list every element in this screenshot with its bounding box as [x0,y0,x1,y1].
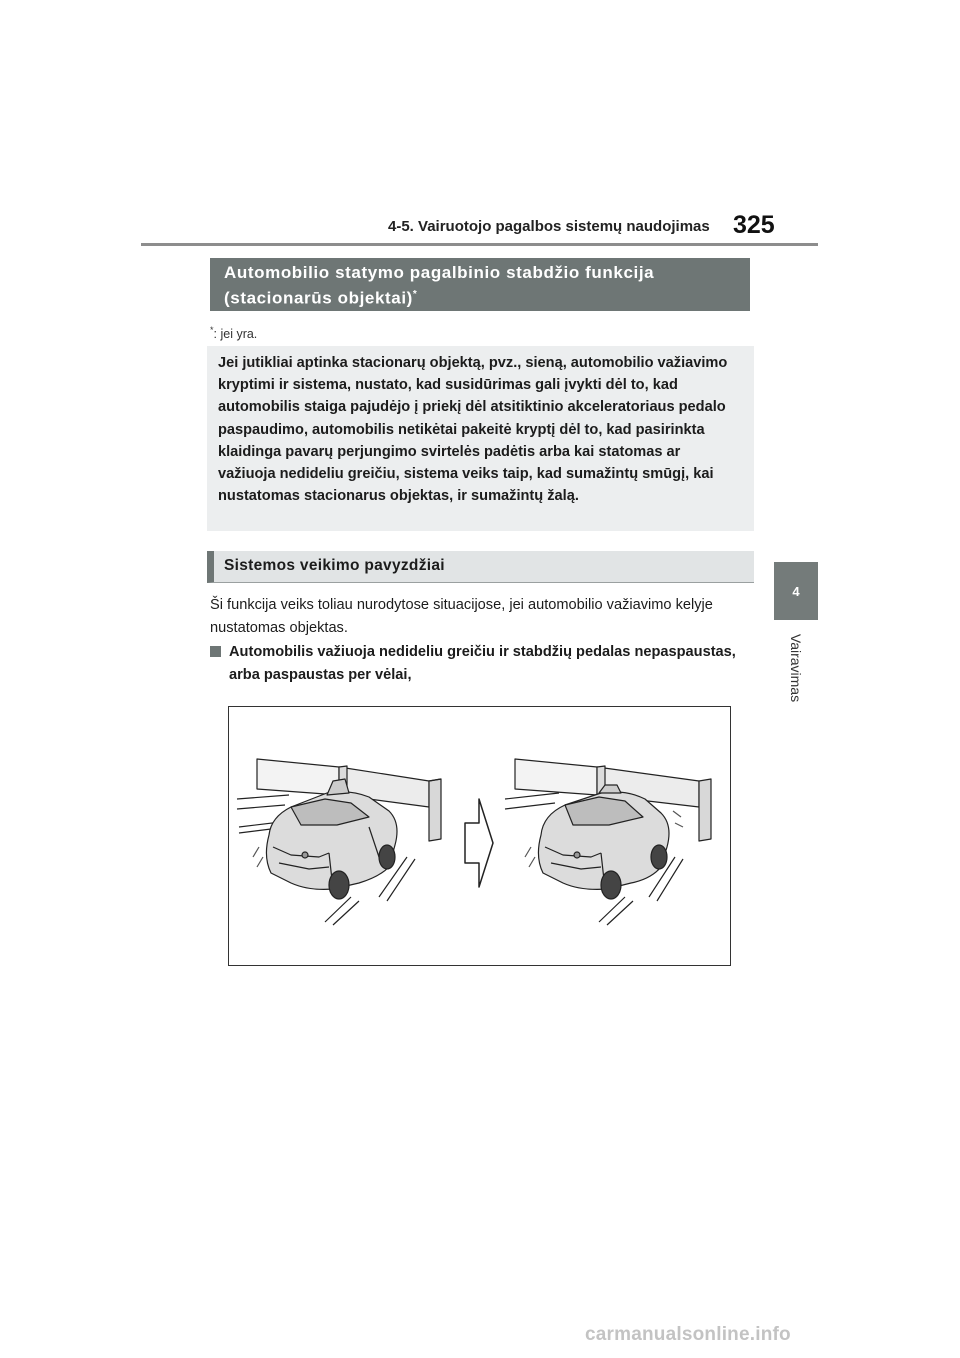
illustration-svg [229,707,730,965]
footnote-marker: * [210,325,214,335]
wall-right [515,759,597,795]
watermark: carmanualsonline.info [585,1324,791,1345]
parking-illustration [228,706,731,966]
section-title-line1: Automobilio statymo pagalbinio stabdžio funkcija [224,263,655,282]
wall-left-end [429,779,441,841]
chapter-number: 4 [792,583,800,599]
intro-text: Jei jutikliai aptinka stacionarų objektą, pvz., sieną, automobilio važiavimo kryptimi ir sistema, nustato, kad susidūrimas gali įvykti dėl to, kad automobilis staiga pajudėjo į priekį dėl atsitiktinio akceleratoriaus pedalo paspaudimo, automobilis netikėtai pakeitė kryptį dėl to, kad pasirinkta klaidinga pavarų perjungimo svirtelės padėtis arba kai statomas ar važiuoja nedideliu greičiu, sistema veiks taip, kad sumažintų smūgį, kai nustatomas stacionarus objektas, ir sumažintų žalą. [218,355,728,505]
bullet-text: Automobilis važiuoja nedideliu greičiu ir stabdžių pedalas nepaspaustas, arba paspaustas per vėlai, [229,644,736,683]
header-rule [141,243,818,246]
parking-line [599,897,633,925]
right-scene [505,759,711,925]
footnote [210,325,257,341]
wall-right-end [699,779,711,841]
left-scene [237,759,441,925]
footnote-text: : jei yra. [213,327,258,342]
wall-left [257,759,339,795]
chapter-tab [774,562,818,620]
intro-box [207,346,754,531]
subheading: Sistemos veikimo pavyzdžiai [207,551,754,583]
page-number: 325 [733,211,775,239]
parking-line [237,795,289,809]
parking-line [325,897,359,925]
section-title-line2: (stacionarūs objektai)* [224,288,418,308]
arrow-right [465,799,493,887]
section-header: 4-5. Vairuotojo pagalbos sistemų naudojimas [388,218,710,235]
body-paragraph: Ši funkcija veiks toliau nurodytose situacijose, jei automobilio važiavimo kelyje nustatomas objektas. [210,597,713,636]
parking-line [505,793,559,809]
section-title [210,258,750,311]
chapter-label-text: Vairavimas [788,633,804,703]
title-footnote-marker: * [412,289,418,300]
bullet-square-icon [210,646,221,657]
